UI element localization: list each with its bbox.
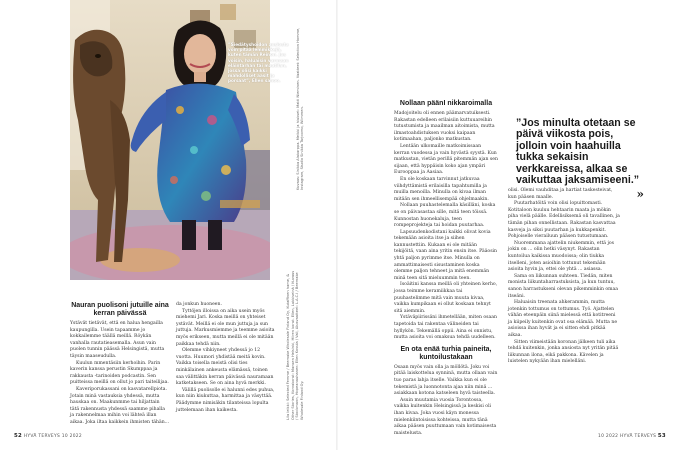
paragraph: Sama on liikunnan suhteen. Tiedän, miten monista liikuntaharrastuksista, ja kun tuntuu, sanon harrastukseni olevan pikemminkin omaa itseäni.	[508, 273, 619, 299]
paragraph: Tyttöjen illoissa on aika usein myös miehemi Jari. Koska meillä on yhteiset ystävät. Meillä ei ole mun juttuja ja sun juttuja. Markusmiemme ja teemme asioita myös erikseen, mutta meillä ei ole mitään paikkaa tehdä niin.	[176, 308, 275, 347]
quote-end-icon: »	[636, 187, 644, 202]
left-column-2	[176, 302, 276, 414]
right-column-1	[394, 100, 498, 437]
paragraph: Ystävät tietävät, että en halua hengailla kaupungilla. Usein tapaamme jo kokkailemme täällä meillä. Röykän vanhalla rautatieasemalla. Asun vain puolen tunnin päässä Helsingistä, mutta täysin maaseudulla.	[70, 321, 165, 359]
subheading-nikkaroimalla: Nollaan päänI nikkaroimalla	[399, 100, 493, 107]
paragraph: Nollaan puuhastelemalla käsilläni, koska se on päivasastaa sille, mitä teen töissä. Kunnostan huonekaluja, teen rompeprojekteja tai hoidan puutarhaa.	[394, 203, 496, 229]
paragraph: Isoäitini kanssa meillä oli yhteinen kerho, jossa teimme keramiikkaa tai puuhastelimme mitä vain muuta kivaa, vaikka kumpikaan ei ollut koskaan tehnyt sitä aiemmin.	[394, 282, 498, 314]
paragraph: olisi. Olemi vauhditaa ja hartiat taskesteivat, kun pääsen maalle.	[508, 188, 613, 200]
right-footer	[598, 433, 666, 439]
paragraph: Puutarhatöitä voin olisi lopuittomasti. Kotitaloon kuuluu hehtaarin maata ja mökin piha vielä päälle. Edellisiksemä oli tavallinen, ja tämän pihan onnellistaan. Rakastan kasvattaa kasveja ja siksi puutarhan ja kukkapenkit. Pohjoiselle vierailuun pääsen tutustumaan.	[508, 201, 620, 240]
paragraph: Haluaisin treenata ahkerammin, mutta jotenkin tottumus on tottumus. Työ. Ajattelen vähän eteenpäin siinä mielessä että kotitreeni ja kiipeily kuitenkin ovat osa elämää. Mutta ne asioissa ihan hyvät ja ei sitten ehdi pitkää aikaa.	[508, 300, 618, 339]
paragraph: Asuin muutamia vuosia Torontossa, vaikka kuitenkin Helsingissä ja keskisi oli ihan kivaa. Joka vuosi käyn monessa mielenkiintoisissa kohteissa, mutta tänä aikaa pääsen puuttumaan vain kotimaisesta maistelusta.	[394, 397, 497, 436]
left-column-1	[70, 302, 170, 427]
pull-quote-text: ”Jos minulta otetaan se päivä viikosta pois, jolloin voin haahuilla tukka sekaisin verkkareissa, alkaa se vaikuttaa jaksamiseeni.”	[516, 117, 640, 187]
paragraph: Madojoitelu oli ennen päämarvatuiksesti. Rakastan edelleen erilaisiin kuttuuareihin tutustumista ja maailman aitoimista, mutta ilmastoahdistuksen vuoksi kaipaan kotimaahan, paljonko matkustan.	[394, 111, 495, 143]
footer-magazine-left: HYVÄ TERVEYS 10 2022	[23, 434, 82, 439]
paragraph: Lentään ulkomaille matkoimissaan kerran vuodessa ja vain hyvästä syystä. Kun matkustan, vietän perillä pitemmän ajan sen sijaan, että hyppäisin koko ajan ympäri Eurooppaa ja Aasiaa.	[394, 143, 498, 176]
photo-credits-vertical: Kuvaus: Sinikka Alakarppa. Meikki ja hiukset: Matti Nieminen. Vaatteet: Selection Homme, Instagram, Studio Sinikka Tarjoomo, Wiimmen.	[296, 27, 305, 190]
paragraph: Ystäväpiirissäni ihmetellään, miten osaan tapetoida tai rakentaa välineiden tai hyllykön. Tekemällä oppii. Aina ei onnistu, mutta asioita voi omaksua tehdä uudelleen.	[394, 315, 497, 341]
paragraph: Lapsuudenkodistani kaikki olivat kovia tekemään asioita itse ja siihen kannustettiin. Kukaan ei ole mitään tekijöitä, vaan aina yritin ensin itse. Pääosin yhtä paljon pyrimme itse. Minulla on ammattimaisesti sisustaminen koska olemme paljon tehneet ja mitä enemmän minä teen sitä mieluummin teen.	[394, 229, 497, 281]
paragraph: Nuoremmana ajattelin niukemmin, että jos jokin on ... olin hetki väsynyt. Rakastan kuntoilua kaikissa muodoissa; olin tiukka itselleni, joten asioihin tottunut tekemään asioita hyvin ja, ettei ole yhtä ... asiassa.	[508, 240, 615, 273]
subheading-laughing: Nauran puolisoni jutuille aina kerran päivässä	[71, 302, 169, 317]
page-number-right: 53	[657, 433, 666, 439]
photo-caption: ”Siedätyshoidon ansiosta voin pitää lemmikkejä, kuten tämän Reinon. Jos voisin, haluaisin varmaan eläintarhan tai maatilan, jossa olisi kaikki mahdolliset aasit ja porsaat”, Ellen sanoo.	[228, 42, 289, 84]
photo-credits: Lila leikki: Selected Femme / Beemake Wholesale Finland Oy, Kutaffinen hame, & Other Stories, Korvakorut: Mansen Helsinki, Hiiren korut. Ellen, Lukkiseinä / Kuvaus / Stockmann, Hopeanauhanen: Ellen Kovula / Vali, Alusvaatteet: L.A.C.I / Beemake Wholesale Finland Oy.	[286, 270, 304, 420]
left-footer	[14, 433, 82, 439]
paragraph: Välillä puolisolle ei halunni edes puhua, kun niin kiukuttaa, harmittaa ja väsyttää. Päädymme nimisäkin tilanteissa lopulta juttelemaan ihan kaikesta.	[176, 387, 275, 413]
page-number-left: 52	[14, 433, 23, 439]
footer-magazine-right: 10 2022 HYVÄ TERVEYS	[598, 434, 657, 439]
paragraph: da jonkun huoneen.	[176, 302, 222, 307]
paragraph: Kaveriporukassani on kasvatarellpiota. Jotain minä vastauksia yhdessä, mutta hauskaa on. Maakunmme tai hiljattain tätä rakennusta yhdessä saamme pihalla ja rakennelmaa mihin voi lähteä illan aikaa. Joka iltaa kaikkein ihmisten tähän...	[70, 386, 170, 425]
paragraph: Sitten viimeistään koronan jälkeen tuli aika tehdä kuitenkin, jonka ansiosta nyt yritän pitää liikunnan ilona, eikä pakkona. Kävelen ja luistelen nykyään ihan mielelläni.	[508, 339, 619, 365]
page-gutter	[336, 0, 338, 450]
paragraph: Kuulun mmentäsiin kerhoihin. Parin kaverin kanssa perustin Skumppaa ja rakkausta -tarinoiden podcastin. Sen puitteissa meillä on ollut jo pari taiteilijaa.	[70, 360, 169, 386]
paragraph: En ole koskaan tarvinnut jatkuvaa viihdyttämistä erilaisilla tapahtumilla ja muilla menoilla. Minulla on kivaa ilman mitään sen ihmeellisempää ohjelmaakin.	[394, 176, 489, 202]
subheading-kuntoilu: En ota enää turhia paineita, kuntoilustakaan	[400, 345, 492, 361]
paragraph: Osaan myös vain olla ja möllötä. Joku voi pitää laiskottelua synninä, mutta ollaan vain tuo paras lahja itselle. Vaikka kun ei ole tekemistä ja luonnotonta ajaa niin minä ... asiakkaan kotona katseleen hyvä taisteella.	[394, 364, 498, 397]
right-column-2	[508, 188, 620, 366]
paragraph: Olemme vihkiyneet yhdessä jo 12 vuotta. Huumori yhdistää meitä kovin. Vaikka toisella meistä olisi ties minkälainen ankeusta elämässä, toinen saa välittäkin kerran päivässä nauramaan katketakseen. Se on aina hyvä merkki.	[176, 348, 274, 387]
